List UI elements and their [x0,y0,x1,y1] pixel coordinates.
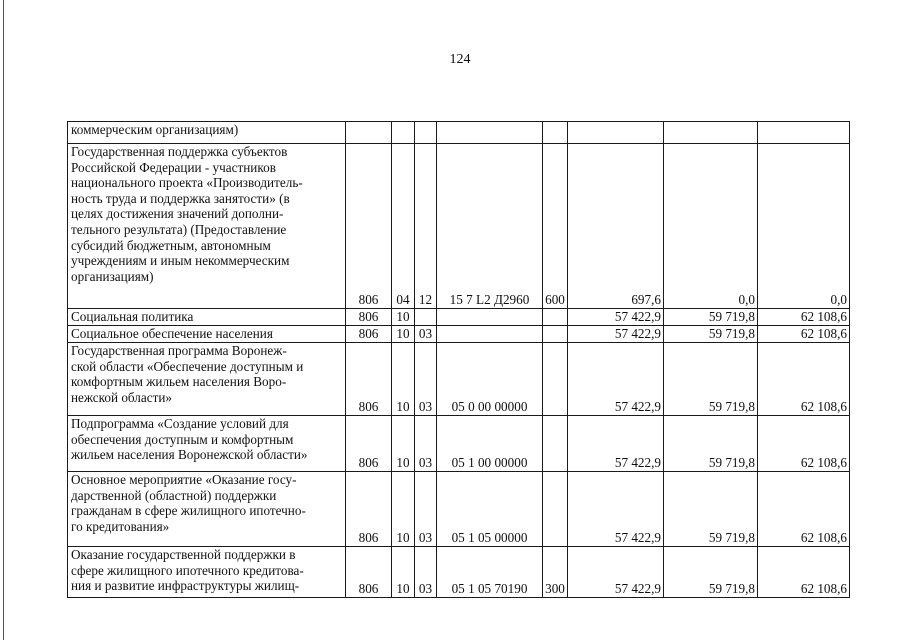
item-name-line: субсидий бюджетным, автономным [71,237,271,253]
cell-item-name [68,122,346,144]
cell-target-article: 05 1 05 70190 [437,547,543,598]
cell-amount-year-3: 62 108,6 [758,472,850,547]
cell-amount-year-3: 62 108,6 [758,547,850,598]
cell-amount-year-1: 57 422,9 [568,326,664,343]
cell-subsection-code: 03 [415,416,437,472]
cell-item-name [68,547,346,598]
item-name-line: Оказание государственной поддержки в [71,547,296,562]
item-name-line: целях достижения значений дополни- [71,206,284,222]
page-left-edge [3,0,4,640]
item-name-line: дарственной (областной) поддержки [71,487,277,503]
cell-section-code: 10 [392,326,415,343]
cell-target-article: 05 1 05 00000 [437,472,543,547]
cell-subsection-code: 03 [415,547,437,598]
cell-target-article: 05 1 00 00000 [437,416,543,472]
item-name-line: Социальное обеспечение населения [71,326,273,341]
cell-section-code: 04 [392,144,415,309]
cell-target-article: 05 0 00 00000 [437,343,543,416]
item-name-line: нежской области» [71,389,172,405]
cell-expense-type [543,472,568,547]
item-name-line: Подпрограмма «Создание условий для [71,416,289,431]
item-name-line: сфере жилищного ипотечного кредитова- [71,562,304,578]
item-name-line: коммерческим организациям) [71,122,239,137]
cell-department-code: 806 [346,309,392,326]
cell-section-code: 10 [392,416,415,472]
item-name-line: Основное мероприятие «Оказание госу- [71,472,297,487]
cell-amount-year-2: 59 719,8 [664,547,758,598]
item-name-line: Государственная поддержка субъектов [71,144,288,159]
cell-department-code: 806 [346,416,392,472]
cell-department-code: 806 [346,472,392,547]
table-row [68,326,850,343]
cell-amount-year-3: 62 108,6 [758,343,850,416]
cell-amount-year-2: 59 719,8 [664,472,758,547]
cell-amount-year-3: 62 108,6 [758,326,850,343]
item-name-line: ской области «Обеспечение доступным и [71,358,304,374]
cell-target-article [437,122,543,144]
cell-expense-type [543,326,568,343]
cell-expense-type [543,416,568,472]
item-name-line: комфортным жильем населения Воро- [71,374,287,390]
item-name-line: го кредитования» [71,518,170,534]
cell-subsection-code: 03 [415,343,437,416]
cell-amount-year-1: 57 422,9 [568,472,664,547]
cell-amount-year-2: 59 719,8 [664,343,758,416]
item-name-line: гражданам в сфере жилищного ипотечно- [71,503,306,519]
cell-amount-year-2 [664,122,758,144]
item-name-line: Российской Федерации - участников [71,159,276,175]
item-name-line: ность труда и поддержка занятости» (в [71,190,290,206]
item-name-line: Социальная политика [71,309,194,324]
cell-item-name [68,416,346,472]
cell-amount-year-3: 62 108,6 [758,416,850,472]
table-row [68,472,850,547]
item-name-line: Государственная программа Воронеж- [71,343,287,358]
cell-amount-year-2: 0,0 [664,144,758,309]
cell-item-name [68,144,346,309]
item-name-line: учреждениям и иным некоммерческим [71,253,290,269]
cell-section-code: 10 [392,343,415,416]
table-row [68,416,850,472]
cell-item-name [68,472,346,547]
table-row [68,547,850,598]
cell-amount-year-3 [758,122,850,144]
cell-amount-year-2: 59 719,8 [664,309,758,326]
table-row [68,122,850,144]
cell-amount-year-1: 57 422,9 [568,343,664,416]
cell-section-code [392,122,415,144]
cell-subsection-code: 03 [415,472,437,547]
cell-subsection-code: 03 [415,326,437,343]
cell-target-article [437,326,543,343]
budget-table-body [68,122,850,598]
table-row [68,144,850,309]
item-name-line: национального проекта «Производитель- [71,175,303,191]
item-name-line: организациям) [71,268,154,284]
cell-expense-type [543,122,568,144]
cell-expense-type: 600 [543,144,568,309]
table-row [68,309,850,326]
cell-department-code: 806 [346,343,392,416]
item-name-line: жильем населения Воронежской области» [71,447,308,463]
cell-amount-year-1 [568,122,664,144]
cell-subsection-code: 12 [415,144,437,309]
cell-amount-year-1: 57 422,9 [568,416,664,472]
cell-amount-year-1: 57 422,9 [568,309,664,326]
cell-subsection-code [415,122,437,144]
cell-department-code: 806 [346,144,392,309]
cell-item-name [68,309,346,326]
cell-amount-year-3: 62 108,6 [758,309,850,326]
cell-expense-type [543,309,568,326]
cell-amount-year-2: 59 719,8 [664,326,758,343]
cell-subsection-code [415,309,437,326]
cell-item-name [68,326,346,343]
table-row [68,343,850,416]
item-name-line: тельного результата) (Предоставление [71,221,287,237]
cell-expense-type [543,343,568,416]
cell-section-code: 10 [392,547,415,598]
item-name-line: обеспечения доступным и комфортным [71,431,294,447]
cell-department-code: 806 [346,547,392,598]
cell-amount-year-2: 59 719,8 [664,416,758,472]
item-name-line: ния и развитие инфраструктуры жилищ- [71,578,300,594]
cell-section-code: 10 [392,472,415,547]
cell-amount-year-3: 0,0 [758,144,850,309]
cell-amount-year-1: 697,6 [568,144,664,309]
cell-department-code: 806 [346,326,392,343]
cell-item-name [68,343,346,416]
cell-section-code: 10 [392,309,415,326]
cell-amount-year-1: 57 422,9 [568,547,664,598]
page-number: 124 [449,52,471,67]
budget-table [67,121,850,598]
cell-department-code [346,122,392,144]
cell-target-article [437,309,543,326]
cell-target-article: 15 7 L2 Д2960 [437,144,543,309]
cell-expense-type: 300 [543,547,568,598]
